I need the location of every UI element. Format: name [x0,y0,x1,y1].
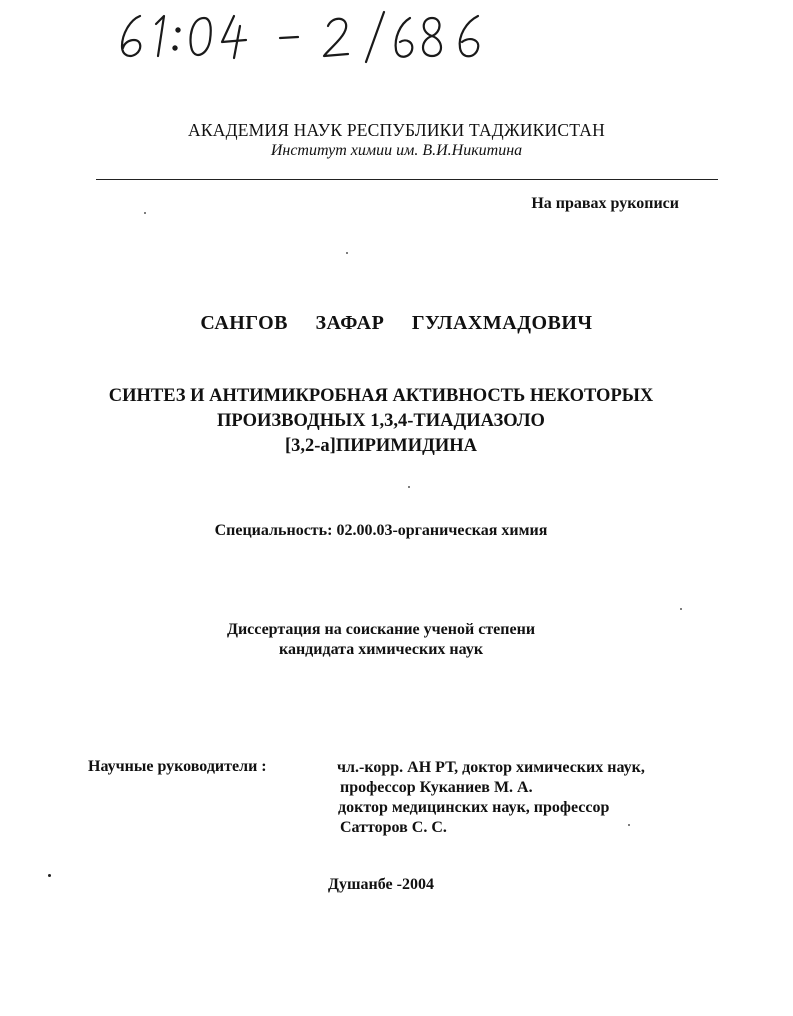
title-line: ПРОИЗВОДНЫХ 1,3,4-ТИАДИАЗОЛО [217,411,545,431]
degree-line: кандидата химических наук [278,641,484,658]
institute-name: Институт химии им. В.И.Никитина [270,142,523,159]
author-first-name: ЗАФАР [315,312,385,334]
dissertation-title [0,384,762,459]
scan-speck [144,212,146,214]
organization-name: АКАДЕМИЯ НАУК РЕСПУБЛИКИ ТАДЖИКИСТАН [188,120,605,140]
author-name [0,312,793,335]
title-line: СИНТЕЗ И АНТИМИКРОБНАЯ АКТИВНОСТЬ НЕКОТОРЫХ [108,386,654,406]
supervisor-line: Сатторов С. С. [340,819,447,836]
scan-speck [628,824,630,826]
supervisors-label: Научные руководители : [88,758,267,775]
supervisors-list [337,758,645,838]
supervisor-line: профессор Куканиев М. А. [340,779,533,796]
supervisor-line: доктор медицинских наук, профессор [338,799,610,816]
scan-speck [346,252,348,254]
scan-speck [408,486,410,488]
title-line: [3,2-а]ПИРИМИДИНА [284,436,478,456]
rights-note: На правах рукописи [531,195,679,212]
author-patronymic: ГУЛАХМАДОВИЧ [411,312,593,334]
header-divider [96,179,718,180]
supervisor-line: чл.-корр. АН РТ, доктор химических наук, [337,759,645,776]
place-and-year: Душанбе -2004 [328,876,434,893]
degree-line: Диссертация на соискание ученой степени [226,621,536,638]
specialty: Специальность: 02.00.03-органическая химия [214,522,548,539]
dissertation-degree [0,620,762,660]
handwritten-archive-number [112,8,492,64]
scan-speck [48,874,51,877]
scan-speck [680,608,682,610]
author-surname: САНГОВ [200,312,288,334]
